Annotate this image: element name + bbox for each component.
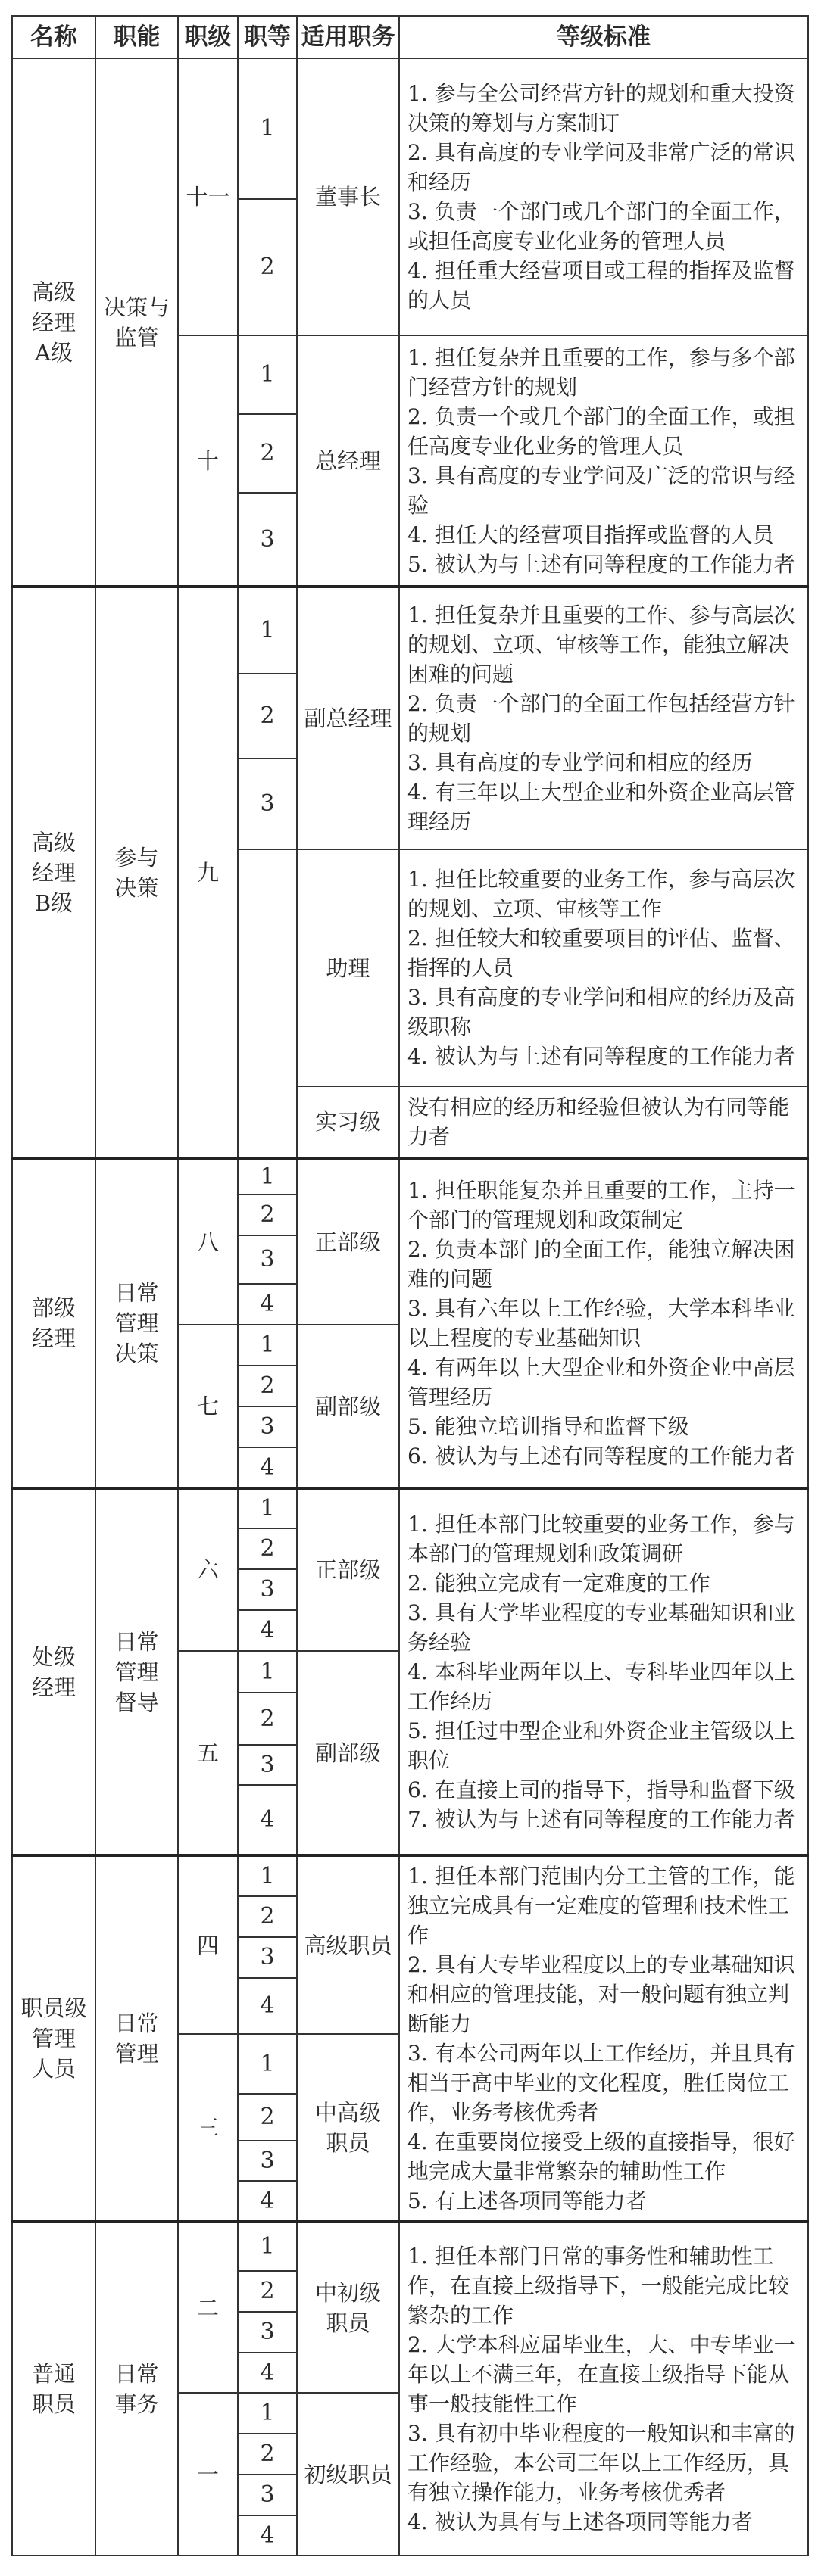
position-cell: 正部级 xyxy=(297,1488,399,1651)
job-grade-cell: 1 xyxy=(238,1488,297,1528)
category-name-cell: 普通 职员 xyxy=(12,2222,95,2556)
table-row xyxy=(12,1855,808,1896)
table-row xyxy=(12,58,808,199)
job-grade-cell: 1 xyxy=(238,1158,297,1195)
standard-item: 5. 被认为与上述有同等程度的工作能力者 xyxy=(407,551,795,577)
standard-item: 3. 具有六年以上工作经验，大学本科毕业以上程度的专业基础知识 xyxy=(407,1296,795,1350)
job-grade-cell: 1 xyxy=(238,2034,297,2094)
function-cell: 日常 管理 督导 xyxy=(95,1488,178,1855)
standard-item: 4. 被认为与上述有同等程度的工作能力者 xyxy=(407,1044,795,1069)
category-name-cell: 高级 经理 A级 xyxy=(12,58,95,587)
header-grade: 职等 xyxy=(238,16,297,58)
position-cell: 副部级 xyxy=(297,1325,399,1488)
position-cell: 副部级 xyxy=(297,1651,399,1855)
job-grade-cell: 3 xyxy=(238,1745,297,1785)
standard-item: 4. 有两年以上大型企业和外资企业中高层管理经历 xyxy=(407,1355,795,1409)
job-grade-cell: 3 xyxy=(238,1937,297,1978)
job-grade-cell: 4 xyxy=(238,1284,297,1325)
job-grade-cell: 1 xyxy=(238,1855,297,1896)
job-grade-cell: 4 xyxy=(238,1610,297,1651)
standard-item: 2. 具有高度的专业学问及非常广泛的常识和经历 xyxy=(407,140,795,195)
job-grade-cell: 2 xyxy=(238,2271,297,2312)
job-level-cell: 四 xyxy=(178,1855,238,2034)
job-grade-cell: 2 xyxy=(238,1528,297,1569)
table-row xyxy=(12,1488,808,1528)
table-body xyxy=(12,58,808,2556)
job-grade-cell: 3 xyxy=(238,493,297,587)
standard-item: 1. 担任本部门日常的事务性和辅助性工作，在直接上级指导下，一般能完成比较繁杂的工作 xyxy=(407,2244,790,2328)
standard-item: 没有相应的经历和经验但被认为有同等能力者 xyxy=(407,1095,790,1149)
standard-item: 6. 被认为与上述有同等程度的工作能力者 xyxy=(407,1444,795,1469)
position-cell: 总经理 xyxy=(297,335,399,587)
job-grade-cell: 2 xyxy=(238,2434,297,2475)
position-cell: 实习级 xyxy=(297,1086,399,1158)
function-cell: 决策与 监管 xyxy=(95,58,178,587)
standard-item: 4. 本科毕业两年以上、专科毕业四年以上工作经历 xyxy=(407,1659,795,1714)
job-grade-cell: 3 xyxy=(238,1406,297,1447)
grade-standard-cell xyxy=(399,1158,808,1488)
function-cell: 日常 管理 xyxy=(95,1855,178,2222)
standard-item: 2. 大学本科应届毕业生，大、中专毕业一年以上不满三年，在直接上级指导下能从事一般技能性工作 xyxy=(407,2332,795,2416)
table-row xyxy=(12,2222,808,2271)
position-cell: 正部级 xyxy=(297,1158,399,1325)
job-grade-cell: 2 xyxy=(238,674,297,758)
job-grade-cell: 3 xyxy=(238,2475,297,2515)
standard-item: 1. 担任本部门范围内分工主管的工作，能独立完成具有一定难度的管理和技术性工作 xyxy=(407,1864,795,1948)
job-grade-cell: 2 xyxy=(238,1195,297,1235)
table-row xyxy=(12,587,808,674)
job-grade-cell: 3 xyxy=(238,1569,297,1610)
job-level-cell: 六 xyxy=(178,1488,238,1651)
position-cell: 中初级 职员 xyxy=(297,2222,399,2393)
job-grade-cell: 2 xyxy=(238,199,297,335)
standard-item: 2. 具有大专毕业程度以上的专业基础知识和相应的管理技能，对一般问题有独立判断能力 xyxy=(407,1952,795,2036)
function-cell: 日常 管理 决策 xyxy=(95,1158,178,1488)
standard-item: 3. 具有高度的专业学问及广泛的常识与经验 xyxy=(407,463,795,518)
job-grade-cell: 3 xyxy=(238,758,297,849)
job-grade-cell: 2 xyxy=(238,2094,297,2141)
standard-item: 3. 具有高度的专业学问和相应的经历及高级职称 xyxy=(407,985,795,1039)
job-grade-cell-empty xyxy=(238,849,297,1158)
job-grade-cell: 1 xyxy=(238,335,297,414)
grade-standard-cell xyxy=(399,849,808,1086)
position-cell: 助理 xyxy=(297,849,399,1086)
category-name-cell: 高级 经理 B级 xyxy=(12,587,95,1158)
table-row xyxy=(12,1158,808,1195)
standard-item: 3. 具有初中毕业程度的一般知识和丰富的工作经验，本公司三年以上工作经历，具有独立操作能力，业务考核优秀者 xyxy=(407,2421,795,2505)
position-cell: 高级职员 xyxy=(297,1855,399,2034)
job-grade-cell: 4 xyxy=(238,1978,297,2034)
grade-standard-cell xyxy=(399,1855,808,2222)
category-name-cell: 部级 经理 xyxy=(12,1158,95,1488)
standard-item: 5. 能独立培训指导和监督下级 xyxy=(407,1414,689,1439)
job-level-cell: 二 xyxy=(178,2222,238,2393)
job-grade-cell: 2 xyxy=(238,414,297,493)
job-grade-cell: 3 xyxy=(238,1235,297,1284)
function-cell: 日常 事务 xyxy=(95,2222,178,2556)
header-position: 适用职务 xyxy=(297,16,399,58)
header-level: 职级 xyxy=(178,16,238,58)
job-grade-cell: 4 xyxy=(238,2353,297,2393)
job-grade-cell: 1 xyxy=(238,1651,297,1693)
job-level-cell: 十一 xyxy=(178,58,238,335)
job-grade-cell: 1 xyxy=(238,587,297,674)
job-level-cell: 九 xyxy=(178,587,238,1158)
job-level-cell: 五 xyxy=(178,1651,238,1855)
job-level-cell: 一 xyxy=(178,2393,238,2556)
standard-item: 5. 担任过中型企业和外资企业主管级以上职位 xyxy=(407,1718,795,1773)
position-cell: 初级职员 xyxy=(297,2393,399,2556)
job-grade-cell: 1 xyxy=(238,1325,297,1366)
grade-standard-cell xyxy=(399,587,808,849)
standard-item: 2. 负责本部门的全面工作，能独立解决困难的问题 xyxy=(407,1237,795,1291)
job-grade-cell: 2 xyxy=(238,1896,297,1937)
standard-item: 3. 有本公司两年以上工作经历，并且具有相当于高中毕业的文化程度，胜任岗位工作，业务考核优秀者 xyxy=(407,2041,795,2125)
standard-item: 4. 在重要岗位接受上级的直接指导，很好地完成大量非常繁杂的辅助性工作 xyxy=(407,2129,795,2184)
job-grade-cell: 2 xyxy=(238,1366,297,1406)
standard-item: 3. 负责一个部门或几个部门的全面工作，或担任高度专业化业务的管理人员 xyxy=(407,199,795,254)
table-header-row xyxy=(12,16,808,58)
job-grade-cell: 4 xyxy=(238,2515,297,2556)
standard-item: 1. 担任比较重要的业务工作，参与高层次的规划、立项、审核等工作 xyxy=(407,867,795,921)
job-grade-cell: 1 xyxy=(238,58,297,199)
standard-item: 2. 负责一个或几个部门的全面工作，或担任高度专业化业务的管理人员 xyxy=(407,403,795,459)
standard-item: 5. 有上述各项同等能力者 xyxy=(407,2188,647,2213)
header-function: 职能 xyxy=(95,16,178,58)
category-name-cell: 职员级 管理 人员 xyxy=(12,1855,95,2222)
job-grade-cell: 1 xyxy=(238,2222,297,2271)
grade-standard-cell xyxy=(399,335,808,587)
standard-item: 4. 有三年以上大型企业和外资企业高层管理经历 xyxy=(407,780,795,834)
grade-standard-cell xyxy=(399,58,808,335)
position-cell: 中高级 职员 xyxy=(297,2034,399,2222)
job-grade-cell: 1 xyxy=(238,2393,297,2434)
position-cell: 副总经理 xyxy=(297,587,399,849)
grade-standard-cell xyxy=(399,2222,808,2556)
job-level-cell: 七 xyxy=(178,1325,238,1488)
job-grade-cell: 4 xyxy=(238,1785,297,1855)
standard-item: 7. 被认为与上述有同等程度的工作能力者 xyxy=(407,1807,795,1832)
header-standard: 等级标准 xyxy=(399,16,808,58)
standard-item: 1. 参与全公司经营方针的规划和重大投资决策的筹划与方案制订 xyxy=(407,81,795,135)
grade-standard-cell xyxy=(399,1086,808,1158)
position-cell: 董事长 xyxy=(297,58,399,335)
standard-item: 2. 负责一个部门的全面工作包括经营方针的规划 xyxy=(407,691,795,746)
category-name-cell: 处级 经理 xyxy=(12,1488,95,1855)
standard-item: 6. 在直接上司的指导下，指导和监督下级 xyxy=(407,1777,795,1802)
standard-item: 3. 具有高度的专业学问和相应的经历 xyxy=(407,750,753,775)
standard-item: 4. 被认为具有与上述各项同等能力者 xyxy=(407,2509,753,2534)
job-level-cell: 八 xyxy=(178,1158,238,1325)
standard-item: 1. 担任本部门比较重要的业务工作，参与本部门的管理规划和政策调研 xyxy=(407,1512,795,1566)
job-level-cell: 三 xyxy=(178,2034,238,2222)
standard-item: 1. 担任职能复杂并且重要的工作，主持一个部门的管理规划和政策制定 xyxy=(407,1178,795,1232)
job-grade-cell: 3 xyxy=(238,2312,297,2353)
job-grade-cell: 2 xyxy=(238,1693,297,1745)
standard-item: 2. 担任较大和较重要项目的评估、监督、指挥的人员 xyxy=(407,926,795,980)
header-name: 名称 xyxy=(12,16,95,58)
standard-item: 4. 担任大的经营项目指挥或监督的人员 xyxy=(407,522,774,547)
job-grade-table xyxy=(11,15,809,2556)
standard-item: 1. 担任复杂并且重要的工作、参与高层次的规划、立项、审核等工作，能独立解决困难的问题 xyxy=(407,603,795,687)
function-cell: 参与 决策 xyxy=(95,587,178,1158)
job-grade-cell: 3 xyxy=(238,2141,297,2181)
job-grade-cell: 4 xyxy=(238,2181,297,2222)
standard-item: 4. 担任重大经营项目或工程的指挥及监督的人员 xyxy=(407,258,795,313)
job-level-cell: 十 xyxy=(178,335,238,587)
standard-item: 3. 具有大学毕业程度的专业基础知识和业务经验 xyxy=(407,1600,795,1655)
grade-standard-cell xyxy=(399,1488,808,1855)
standard-item: 1. 担任复杂并且重要的工作，参与多个部门经营方针的规划 xyxy=(407,344,795,400)
job-grade-cell: 4 xyxy=(238,1447,297,1488)
standard-item: 2. 能独立完成有一定难度的工作 xyxy=(407,1571,710,1596)
